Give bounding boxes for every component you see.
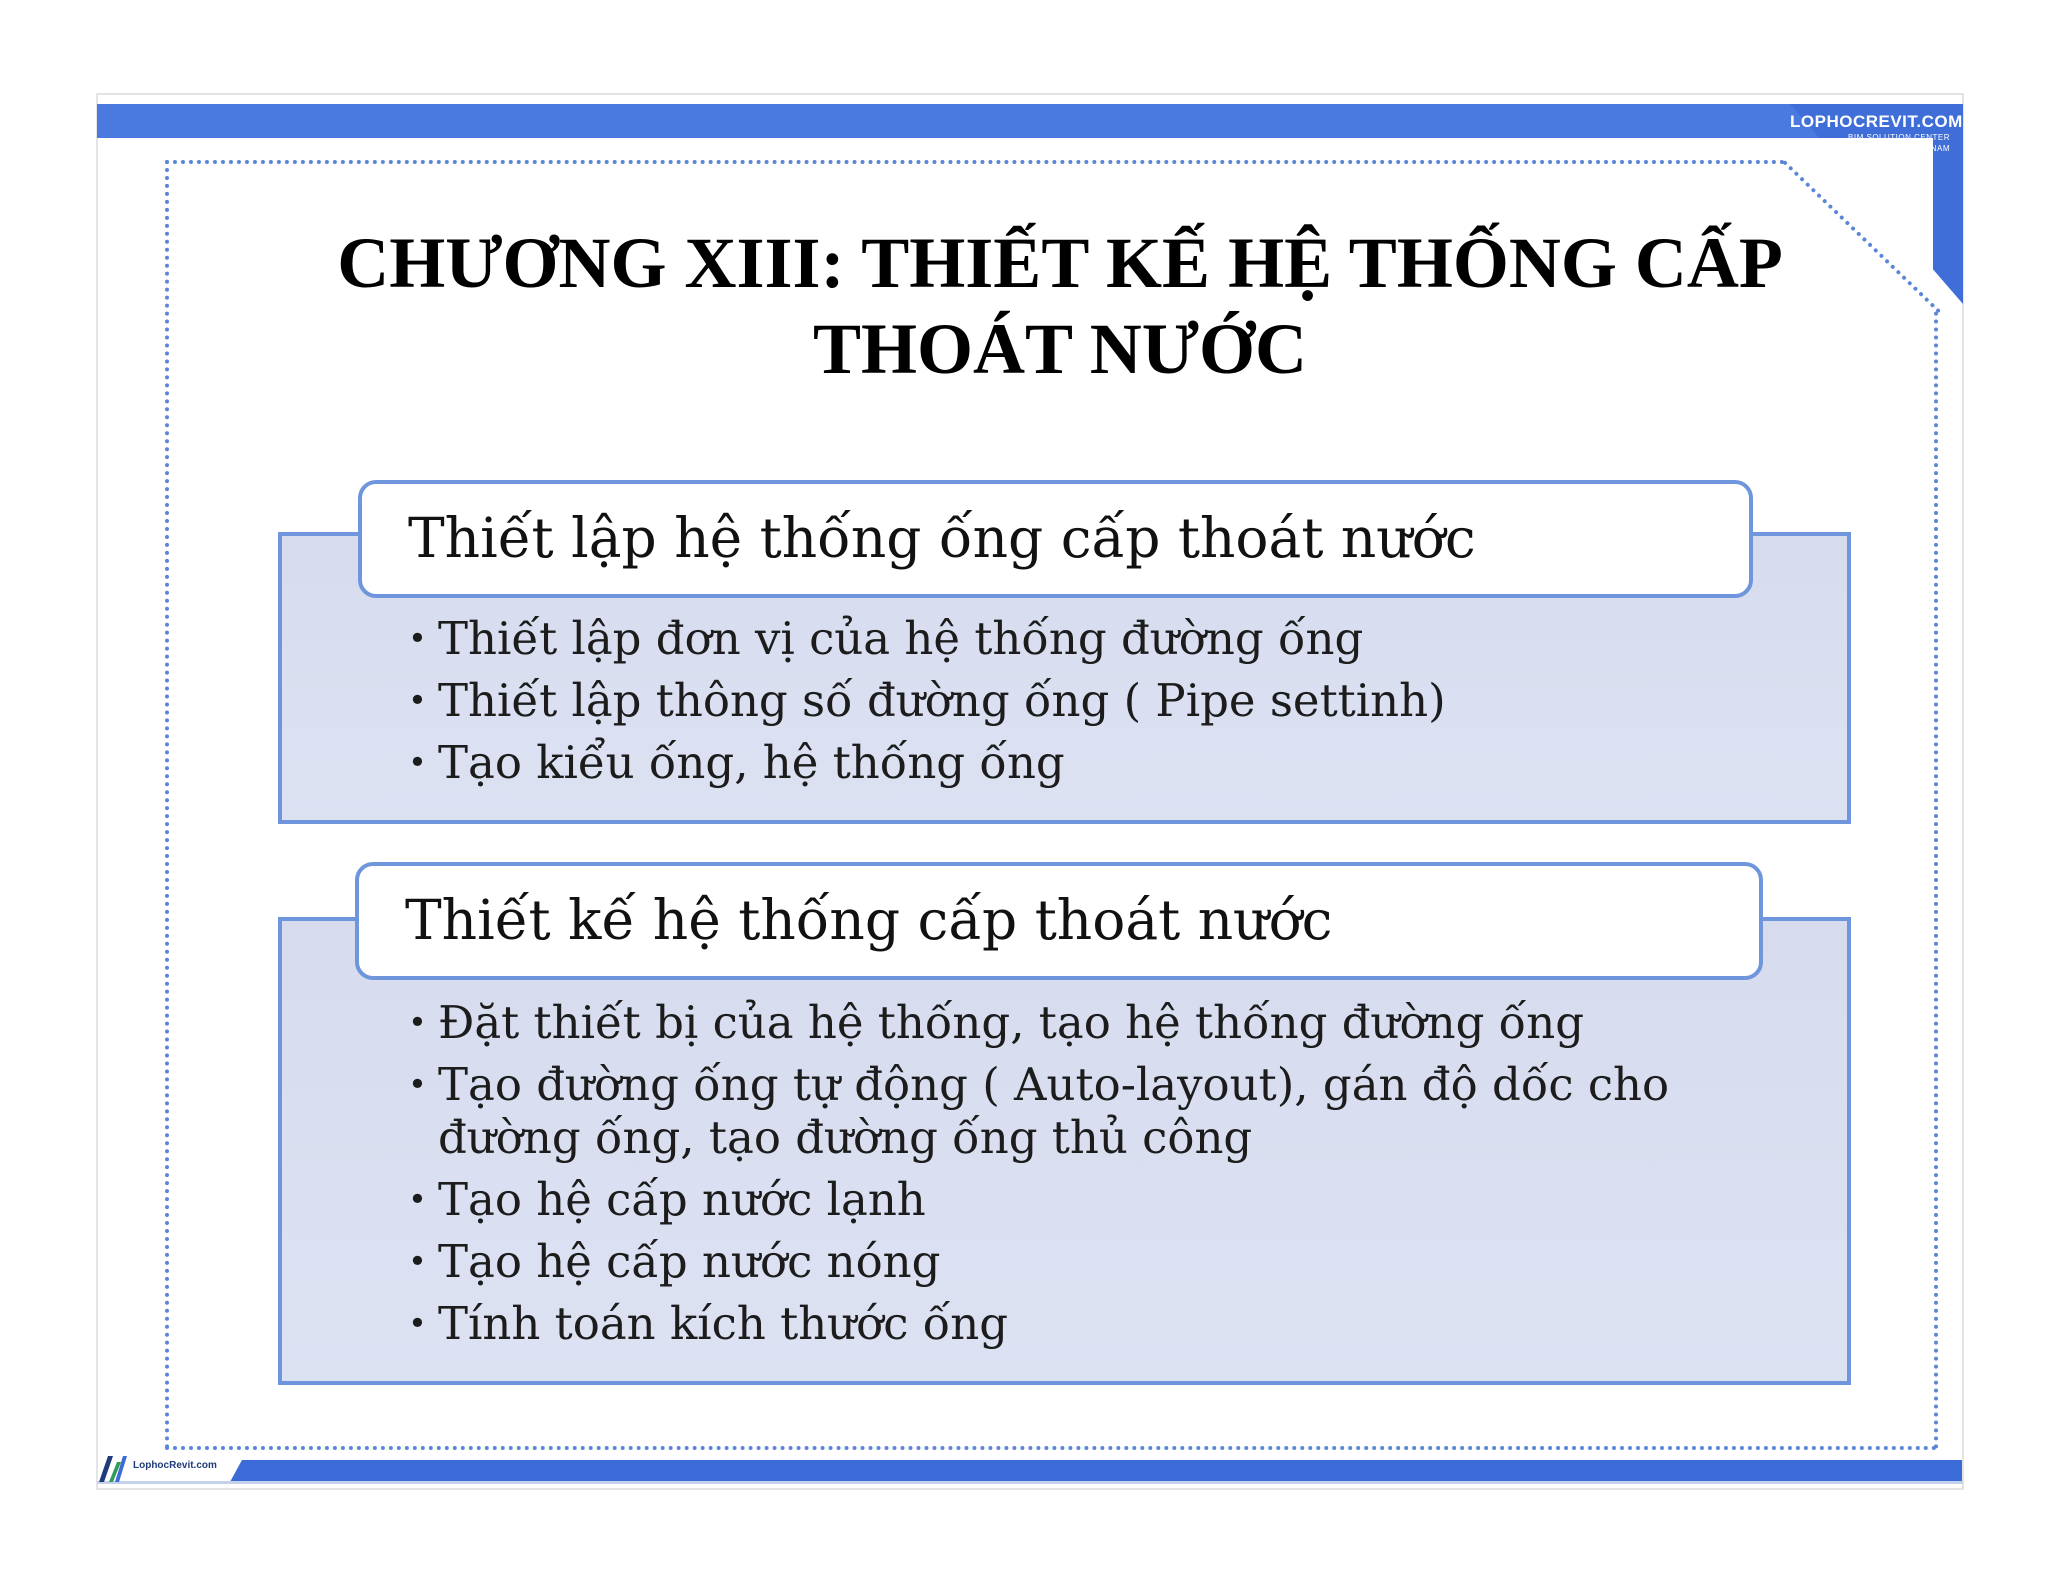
bullet-icon: • [408,1180,427,1218]
bullet-icon: • [408,743,427,781]
bullet-icon: • [408,681,427,719]
top-logo-tagline: BIM SOLUTION CENTER [1848,133,1950,142]
logo-mark-icon [99,1456,127,1482]
list-item: • Tạo hệ cấp nước nóng [408,1235,941,1288]
bullet-icon: • [408,1003,427,1041]
bullet-icon: • [408,619,427,657]
section-1-heading: Thiết lập hệ thống ống cấp thoát nước [358,480,1753,598]
bullet-icon: • [408,1065,427,1103]
top-logo-country: VIETNAM [1910,144,1950,153]
bottom-logo-name: LophocRevit.com [133,1460,217,1471]
list-item: • Tạo kiểu ống, hệ thống ống [408,736,1065,789]
top-logo [1790,112,1963,154]
bullet-icon: • [408,1242,427,1280]
section-2-list [408,996,1678,1359]
list-item: • Tạo đường ống tự động ( Auto-layout), gán độ dốc cho đường ống, tạo đường ống thủ công [408,1058,1670,1164]
section-2-heading: Thiết kế hệ thống cấp thoát nước [355,862,1763,980]
slide-title [300,220,1820,392]
list-item: • Tính toán kích thước ống [408,1297,1009,1350]
top-accent-bar [97,104,1963,138]
slide-title-line2: THOÁT NƯỚC [812,309,1308,389]
top-logo-name: LOPHOCREVIT.COM [1790,112,1963,131]
bottom-rule [97,1481,1963,1484]
bullet-icon: • [408,1304,427,1342]
slide-title-line1: CHƯƠNG XIII: THIẾT KẾ HỆ THỐNG CẤP [337,223,1783,303]
bottom-accent-bar [230,1460,1962,1482]
list-item: • Tạo hệ cấp nước lạnh [408,1173,926,1226]
list-item: • Đặt thiết bị của hệ thống, tạo hệ thống đường ống [408,996,1585,1049]
section-1-list [408,612,1788,798]
list-item: • Thiết lập thông số đường ống ( Pipe settinh) [408,674,1446,727]
bottom-logo [99,1454,239,1484]
list-item: • Thiết lập đơn vị của hệ thống đường ống [408,612,1364,665]
